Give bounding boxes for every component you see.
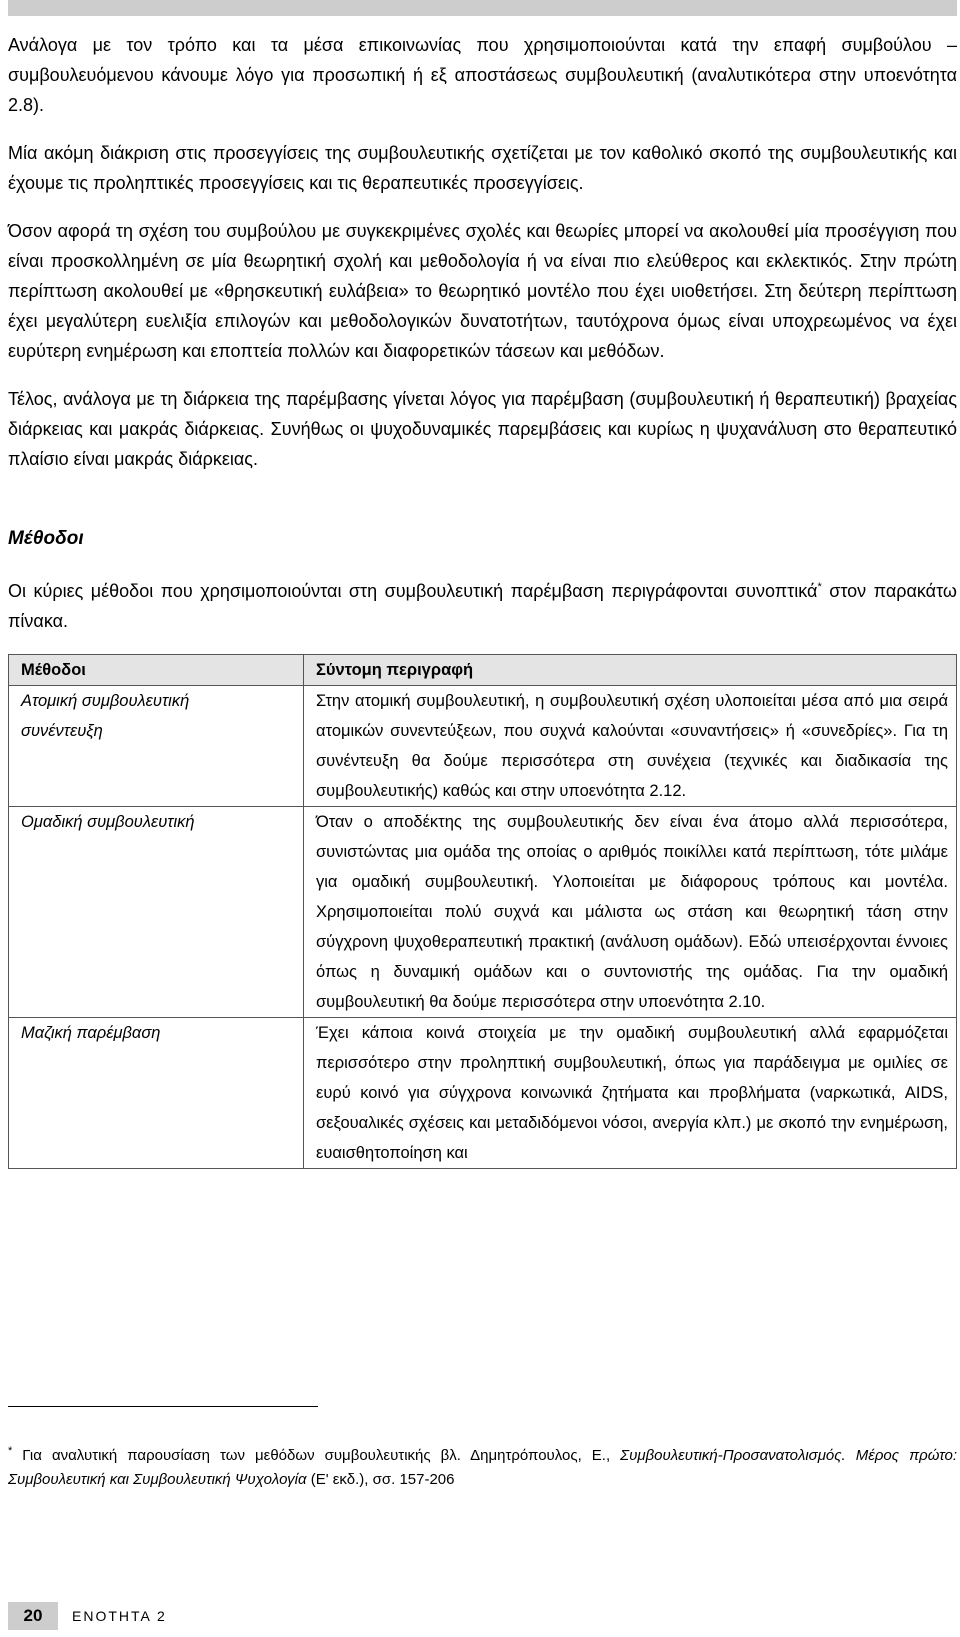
paragraph-3: Όσον αφορά τη σχέση του συμβούλου με συγκεκριμένες σχολές και θεωρίες μπορεί να ακολουθεί μία προσέγγιση που είναι προσκολλημένη σε μία θεωρητική σχολή και μεθοδολογία ή να είναι πιο ελεύθερος και εκλεκτικός. Στην πρώτη περίπτωση ακολουθεί με «θρησκευτική ευλάβεια» το θεωρητικό μοντέλο που έχει υιοθετήσει. Στη δεύτερη περίπτωση έχει μεγαλύτερη ευελιξία επιλογών και μεθοδολογικών δυνατοτήτων, ταυτόχρονα όμως είναι υποχρεωμένος να έχει ευρύτερη ενημέρωση και εποπτεία πολλών και διαφορετικών τάσεων και μεθόδων. bbox=[8, 221, 957, 361]
table-row bbox=[9, 1018, 957, 1169]
paragraph-2: Μία ακόμη διάκριση στις προσεγγίσεις της συμβουλευτικής σχετίζεται με τον καθολικό σκοπό της συμβουλευτικής και έχουμε τις προληπτικές προσεγγίσεις και τις θεραπευτικές προσεγγίσεις. bbox=[8, 143, 957, 193]
method-cell bbox=[9, 807, 304, 1018]
section-heading: Μέθοδοι bbox=[8, 528, 84, 549]
description-cell: Στην ατομική συμβουλευτική, η συμβουλευτική σχέση υλοποιείται μέσα από μια σειρά ατομικών συνεντεύξεων, που συχνά καλούνται «συναντήσεις» ή «συνεδρίες». Για τη συνέντευξη θα δούμε περισσότερα στη συνέχεια (τεχνικές και διαδικασία της συμβουλευτικής) καθώς και στην υποενότητα 2.12. bbox=[304, 686, 957, 807]
footnote-text-end: (Ε' εκδ.), σσ. 157-206 bbox=[306, 1471, 455, 1488]
table-row bbox=[9, 807, 957, 1018]
description-cell: Έχει κάποια κοινά στοιχεία με την ομαδική συμβουλευτική αλλά εφαρμόζεται περισσότερο στην προληπτική συμβουλευτική, όπως για παράδειγμα με ομιλίες σε ευρύ κοινό για σύγχρονα κοινωνικά ζητήματα και προβλήματα (ναρκωτικά, AIDS, σεξουαλικές σχέσεις και μεταδιδόμενοι νόσοι, ανεργία κλπ.) με σκοπό την ενημέρωση, ευαισθητοποίηση και bbox=[304, 1018, 957, 1169]
footnote-book-title: Συμβουλευτική-Προσανατολισμός. Μέρος πρώτο: Συμβουλευτική και Συμβουλευτική Ψυχολογία bbox=[8, 1447, 957, 1488]
table-row bbox=[9, 686, 957, 807]
paragraph-1: Ανάλογα με τον τρόπο και τα μέσα επικοινωνίας που χρησιμοποιούνται κατά την επαφή συμβούλου – συμβουλευόμενου κάνουμε λόγο για προσωπική ή εξ αποστάσεως συμβουλευτική (αναλυτικότερα στην υποενότητα 2.8). bbox=[8, 35, 957, 115]
top-header-bar bbox=[8, 0, 957, 16]
method-cell bbox=[9, 1018, 304, 1169]
description-cell: Όταν ο αποδέκτης της συμβουλευτικής δεν είναι ένα άτομο αλλά περισσότερα, συνιστώντας μια ομάδα της οποίας ο αριθμός ποικίλλει κατά περίπτωση, τότε μιλάμε για ομαδική συμβουλευτική. Υλοποιείται με διάφορους τρόπους και μοντέλα. Χρησιμοποιείται πολύ συχνά και μάλιστα ως στάση και θεωρητική τάση στην σύγχρονη ψυχοθεραπευτική πρακτική (ανάλυση ομάδων). Εδώ υπεισέρχονται έννοιες όπως η δυναμική ομάδων και ο συντονιστής της ομάδας. Για την ομαδική συμβουλευτική θα δούμε περισσότερα στην υποενότητα 2.10. bbox=[304, 807, 957, 1018]
intro-text: Οι κύριες μέθοδοι που χρησιμοποιούνται στη συμβουλευτική παρέμβαση περιγράφονται συνοπτικά bbox=[8, 581, 818, 601]
footnote-divider bbox=[8, 1406, 318, 1407]
paragraph-4: Τέλος, ανάλογα με τη διάρκεια της παρέμβασης γίνεται λόγος για παρέμβαση (συμβουλευτική ή θεραπευτική) βραχείας διάρκειας και μακράς διάρκειας. Συνήθως οι ψυχοδυναμικές παρεμβάσεις και κυρίως η ψυχανάλυση στο θεραπευτικό πλαίσιο είναι μακράς διάρκειας. bbox=[8, 389, 957, 469]
method-name: Ομαδική συμβουλευτική bbox=[21, 813, 195, 831]
method-name: Μαζική παρέμβαση bbox=[21, 1024, 161, 1042]
table-header-row bbox=[9, 655, 957, 686]
method-name: Ατομική συμβουλευτική bbox=[21, 692, 190, 710]
footnote-ref: * bbox=[817, 581, 822, 593]
methods-table bbox=[8, 654, 957, 1169]
intro-text-end: στον παρακάτω πίνακα. bbox=[8, 581, 957, 631]
section-intro bbox=[8, 576, 957, 636]
section-label: ΕΝΟΤΗΤΑ 2 bbox=[72, 1608, 167, 1624]
footnote-mark: * bbox=[8, 1445, 13, 1457]
header-description: Σύντομη περιγραφή bbox=[304, 655, 957, 686]
method-name-sub: συνέντευξη bbox=[21, 722, 103, 740]
footnote-text: Για αναλυτική παρουσίαση των μεθόδων συμβουλευτικής βλ. Δημητρόπουλος, Ε., bbox=[12, 1447, 621, 1464]
footnote bbox=[8, 1444, 957, 1492]
page-body bbox=[8, 30, 957, 1169]
page-number: 20 bbox=[8, 1602, 58, 1630]
method-cell bbox=[9, 686, 304, 807]
header-methods: Μέθοδοι bbox=[9, 655, 304, 686]
